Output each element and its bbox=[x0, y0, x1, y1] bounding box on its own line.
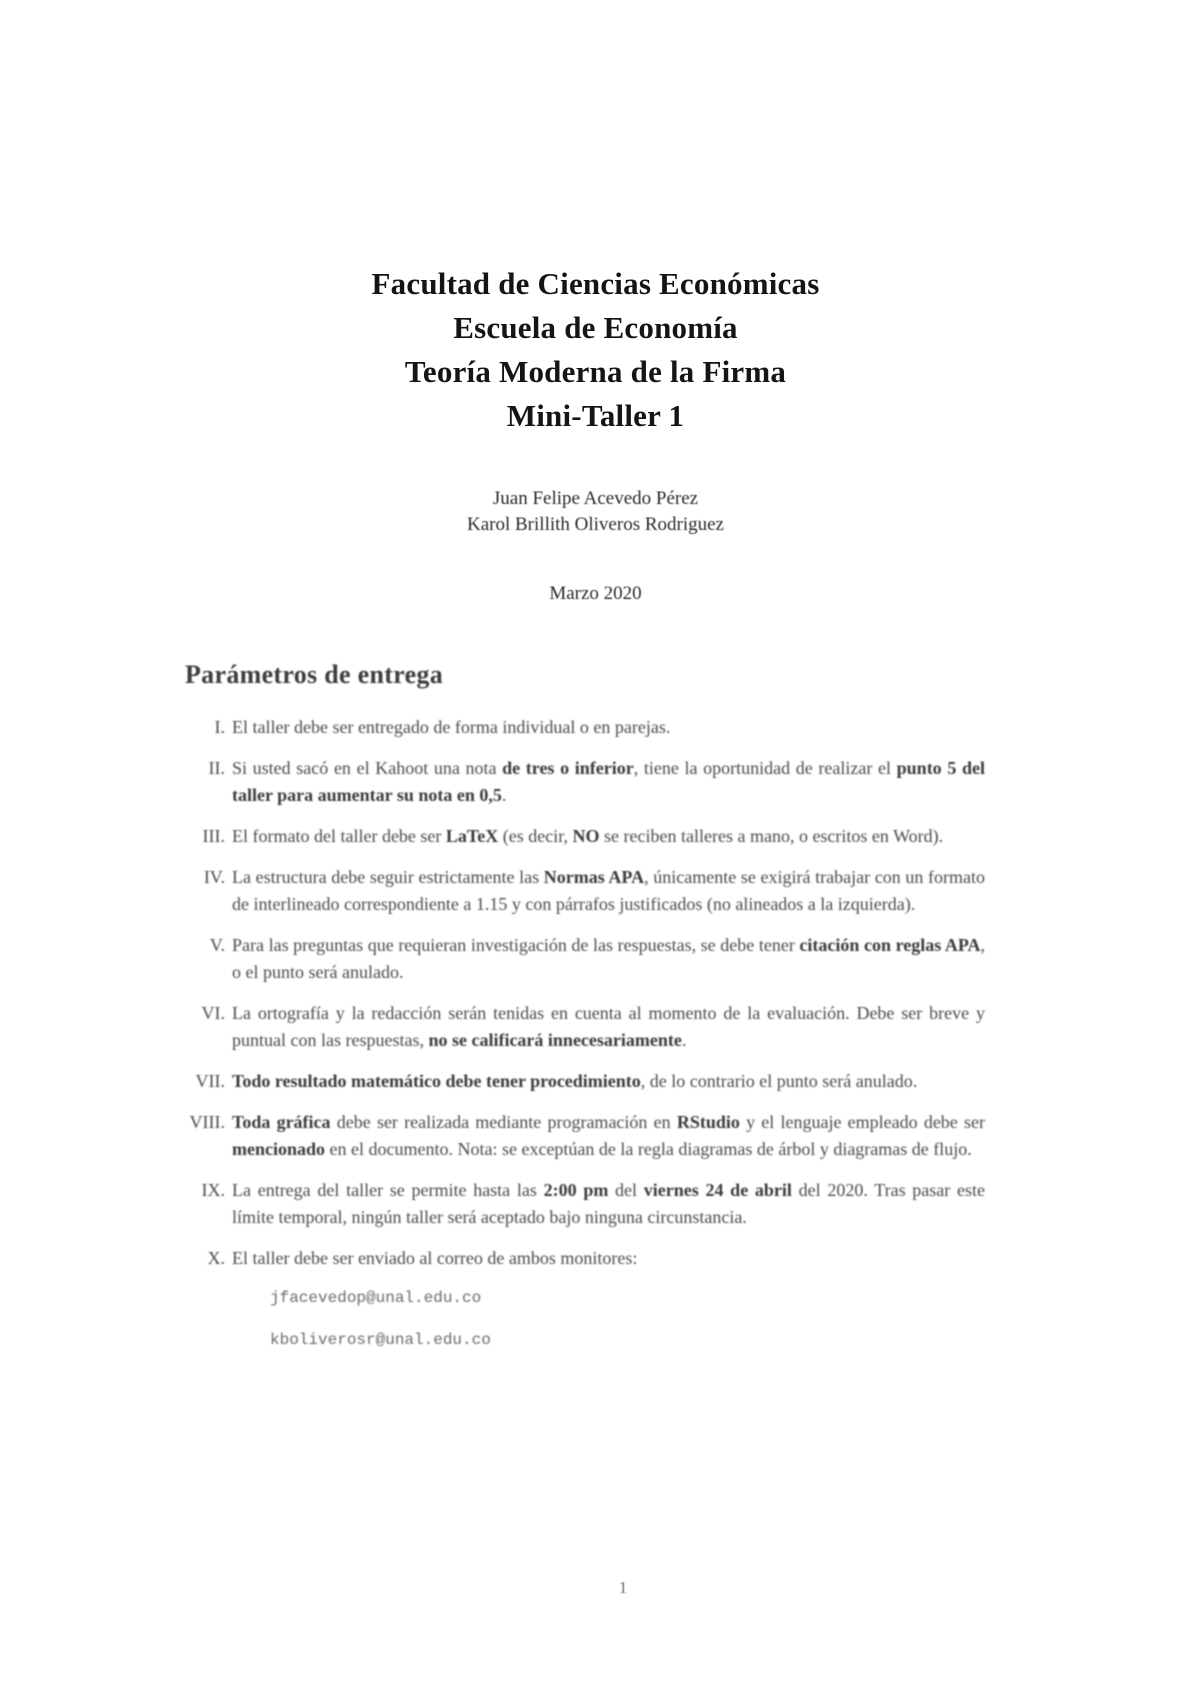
item-label: III. bbox=[202, 826, 225, 846]
item-text: El taller debe ser enviado al correo de ambos monitores: bbox=[232, 1248, 638, 1268]
item-text: El taller debe ser entregado de forma individual o en parejas. bbox=[232, 717, 671, 737]
item-label: IV. bbox=[203, 867, 225, 887]
document-date: Marzo 2020 bbox=[549, 583, 642, 604]
section-heading: Parámetros de entrega bbox=[185, 660, 444, 689]
page-number: 1 bbox=[618, 1578, 628, 1597]
title-line-school: Escuela de Economía bbox=[453, 310, 738, 345]
list-item bbox=[185, 1177, 985, 1231]
list-item bbox=[185, 714, 985, 741]
list-item bbox=[185, 932, 985, 986]
item-label: I. bbox=[214, 717, 225, 737]
item-text: El formato del taller debe ser LaTeX (es decir, NO se reciben talleres a mano, o escritos en Word). bbox=[232, 826, 944, 846]
list-item bbox=[185, 1000, 985, 1054]
item-text: Si usted sacó en el Kahoot una nota de tres o inferior, tiene la oportunidad de realizar el punto 5 del taller para aumentar su nota en 0,5. bbox=[232, 758, 985, 805]
title-line-course: Teoría Moderna de la Firma bbox=[404, 354, 787, 389]
list-item bbox=[185, 823, 985, 850]
list-item bbox=[185, 1109, 985, 1163]
item-label: VIII. bbox=[189, 1112, 225, 1132]
item-label: II. bbox=[208, 758, 225, 778]
title-line-workshop: Mini-Taller 1 bbox=[506, 398, 685, 433]
item-text: Todo resultado matemático debe tener procedimiento, de lo contrario el punto será anulado. bbox=[232, 1071, 918, 1091]
author-name: Juan Felipe Acevedo Pérez bbox=[492, 488, 699, 509]
item-label: VI. bbox=[201, 1003, 225, 1023]
title-line-faculty: Facultad de Ciencias Económicas bbox=[371, 266, 820, 301]
item-text: Toda gráfica debe ser realizada mediante programación en RStudio y el lenguaje empleado debe ser mencionado en el documento. Nota: se exceptúan de la regla diagramas de árbol y diagramas de flujo. bbox=[232, 1112, 985, 1159]
list-item bbox=[185, 864, 985, 918]
item-text: La ortografía y la redacción serán tenidas en cuenta al momento de la evaluación. Debe ser breve y puntual con las respuestas, no se calificará innecesariamente. bbox=[232, 1003, 985, 1050]
document-body bbox=[185, 660, 985, 1372]
item-label: X. bbox=[207, 1248, 225, 1268]
title-block bbox=[0, 262, 1191, 438]
list-item bbox=[185, 755, 985, 809]
email-address: kboliverosr@unal.edu.co bbox=[270, 1331, 491, 1349]
author-name: Karol Brillith Oliveros Rodriguez bbox=[467, 514, 724, 535]
item-label: IX. bbox=[201, 1180, 225, 1200]
monitor-emails bbox=[270, 1288, 985, 1350]
list-item bbox=[185, 1068, 985, 1095]
email-address: jfacevedop@unal.edu.co bbox=[270, 1289, 482, 1307]
item-text: La entrega del taller se permite hasta las 2:00 pm del viernes 24 de abril del 2020. Tras pasar este límite temporal, ningún taller será aceptado bajo ninguna circunstancia. bbox=[232, 1180, 985, 1227]
item-label: V. bbox=[209, 935, 225, 955]
list-item bbox=[185, 1245, 985, 1272]
authors-block bbox=[0, 486, 1191, 538]
item-text: Para las preguntas que requieran investigación de las respuestas, se debe tener citación con reglas APA, o el punto será anulado. bbox=[232, 935, 985, 982]
item-label: VII. bbox=[195, 1071, 225, 1091]
requirements-list bbox=[185, 714, 985, 1272]
item-text: La estructura debe seguir estrictamente las Normas APA, únicamente se exigirá trabajar con un formato de interlineado correspondiente a 1.15 y con párrafos justificados (no alineados a la izquierda). bbox=[232, 867, 985, 914]
